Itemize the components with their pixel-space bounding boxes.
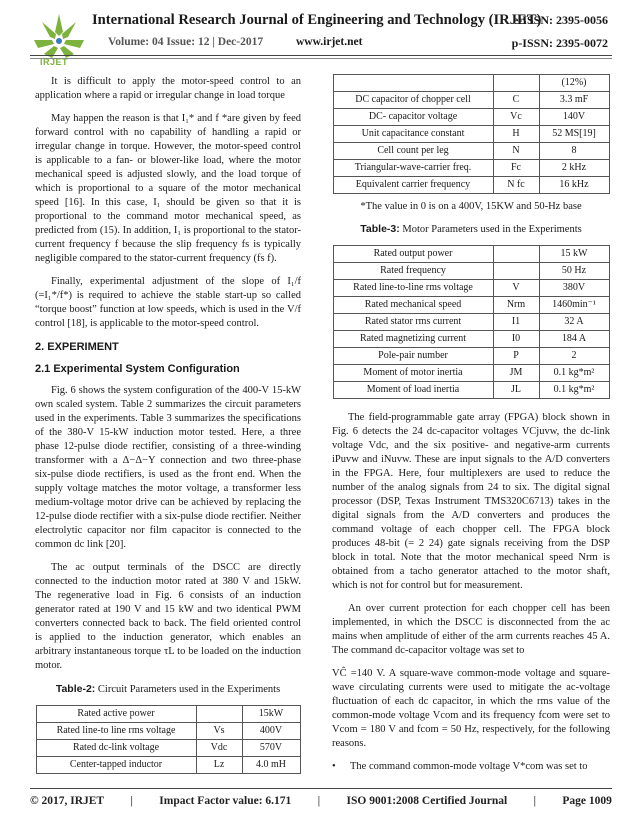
header-divider	[30, 55, 612, 56]
table-row	[333, 382, 609, 399]
table-row	[333, 297, 609, 314]
left-column	[35, 75, 301, 774]
page-number: Page 1009	[562, 795, 612, 807]
table-cell: JM	[493, 365, 539, 382]
paragraph: The field-programmable gate array (FPGA) block shown in Fig. 6 detects the 24 dc-capacitor voltages VCjuvw, the dc-link voltage Vdc, and the six positive- and negative-arm currents iPuvw and iNuvw. These are input signals to the A/D converters in the FPGA. Here, four multiplexers are used to reduce the number of the analog signals from 24 to six. The digital signal processor (DSP, Texas Instrument TMS320C6713) takes in the digital signals from the A/D converters and produces the command voltage of each chopper cell. The FPGA block produces 48-bit (= 2 24) gate signals receiving from the DSP block in total. Note that the motor mechanical speed Nrm is obtained from a tacho generator attached to the motor shaft, which is not for control but for measurement.	[332, 412, 610, 591]
table-row	[333, 280, 609, 297]
table-cell: Vdc	[196, 740, 242, 757]
table-2-label: Table-2:	[55, 683, 96, 695]
table-2-caption	[35, 682, 301, 697]
table-cell: 380V	[539, 280, 609, 297]
table-cell: Triangular-wave-carrier freq.	[333, 160, 493, 177]
table-cell: Rated mechanical speed	[333, 297, 493, 314]
table-row	[36, 757, 300, 774]
table-cell: 52 MS[19]	[539, 126, 609, 143]
table-cell: 140V	[539, 109, 609, 126]
e-issn: e-ISSN: 2395-0056	[513, 13, 608, 27]
journal-title: International Research Journal of Engineering and Technology (IRJET)	[92, 12, 542, 28]
paragraph: An over current protection for each chopper cell has been implemented, in which the DSCC is disconnected from the ac mains when amplitude of either of the arm currents reaches 45 A. The command dc-capacitor voltage was set to	[332, 603, 610, 656]
table-2	[36, 705, 301, 774]
table-cell: Rated dc-link voltage	[36, 740, 196, 757]
page-footer	[30, 795, 612, 807]
table-cell: 400V	[242, 723, 300, 740]
subsection-heading: 2.1 Experimental System Configuration	[35, 363, 240, 375]
table-note: *The value in 0 is on a 400V, 15KW and 50-Hz base	[360, 201, 582, 212]
footer-separator: |	[533, 795, 537, 807]
bullet-marker: •	[332, 761, 336, 772]
table-cell: 184 A	[539, 331, 609, 348]
table-2-continued	[333, 74, 610, 194]
logo-wordmark: IRJET	[40, 57, 69, 67]
table-3-caption	[332, 222, 610, 237]
table-cell: 8	[539, 143, 609, 160]
table-cell: C	[493, 92, 539, 109]
table-cell: Vc	[493, 109, 539, 126]
table-2-caption-text: Circuit Parameters used in the Experiments	[95, 684, 281, 695]
table-row	[36, 740, 300, 757]
table-3	[333, 245, 610, 399]
footer-divider	[30, 788, 612, 789]
table-cell: 0.1 kg*m²	[539, 382, 609, 399]
table-cell: 4.0 mH	[242, 757, 300, 774]
section-heading: 2. EXPERIMENT	[35, 341, 119, 353]
table-row	[333, 92, 609, 109]
table-cell	[333, 75, 493, 92]
table-cell: 3.3 mF	[539, 92, 609, 109]
table-cell: Nrm	[493, 297, 539, 314]
table-cell: (12%)	[539, 75, 609, 92]
table-row	[333, 75, 609, 92]
table-cell: Pole-pair number	[333, 348, 493, 365]
table-cell: Rated active power	[36, 706, 196, 723]
paragraph: It is difficult to apply the motor-speed control to an application where a rapid or irregular change in load torque	[35, 76, 301, 101]
table-cell: 1460min⁻¹	[539, 297, 609, 314]
table-cell: N fc	[493, 177, 539, 194]
table-cell	[493, 75, 539, 92]
paragraph: The ac output terminals of the DSCC are directly connected to the induction motor rated at 380 V and 15kW. The regenerative load in Fig. 6 consists of an induction generator rated at 190 V and 15 kW and two identical PWM converters connected back to back. The field oriented control is applied to the induction generator, which enables an arbitrary instantaneous torque τL to be loaded on the induction motor.	[35, 562, 301, 671]
table-cell: 2	[539, 348, 609, 365]
table-cell: H	[493, 126, 539, 143]
table-row	[333, 348, 609, 365]
table-row	[333, 314, 609, 331]
table-cell: 570V	[242, 740, 300, 757]
table-row	[333, 365, 609, 382]
table-cell	[493, 246, 539, 263]
table-cell: V	[493, 280, 539, 297]
table-cell: 2 kHz	[539, 160, 609, 177]
table-cell: Rated line-to line rms voltage	[36, 723, 196, 740]
page-header	[0, 0, 638, 72]
table-cell: Unit capacitance constant	[333, 126, 493, 143]
table-cell: Cell count per leg	[333, 143, 493, 160]
table-cell: Rated stator rms current	[333, 314, 493, 331]
table-cell: 50 Hz	[539, 263, 609, 280]
table-row	[333, 246, 609, 263]
table-row	[333, 126, 609, 143]
table-cell: 0.1 kg*m²	[539, 365, 609, 382]
table-cell: Moment of load inertia	[333, 382, 493, 399]
table-row	[333, 177, 609, 194]
paragraph: VĈ =140 V. A square-wave common-mode voltage and square-wave circulating currents were used to mitigate the ac-voltage fluctuation of each dc capacitor, in which the rms value of the common-mode voltage Vcom and its frequency fcom were set to Vcom = 180 V and fcom = 50 Hz, respectively, for the following reasons.	[332, 668, 610, 749]
table-cell	[493, 263, 539, 280]
table-cell: I0	[493, 331, 539, 348]
table-cell: DC capacitor of chopper cell	[333, 92, 493, 109]
table-row	[333, 160, 609, 177]
p-issn: p-ISSN: 2395-0072	[511, 36, 608, 50]
table-cell: 15kW	[242, 706, 300, 723]
paragraph: Fig. 6 shows the system configuration of the 400-V 15-kW own scaled system. Table 2 summarizes the circuit parameters used in the experiments. Table 3 summarizes the specifications of the 380-V 15-kW induction motor tested. Here, a three phase 12-pulse diode rectifier, consisting of a three-winding transformer with a Δ−Δ−Y connection and two three-phase six-pulse diode rectifiers, is used as the front end. When the supply voltage matches the motor voltage, a transformer less medium-voltage motor drive can be achieved by replacing the 12-pulse diode rectifier with a six-pulse diode rectifier. Neither electrolytic capacitor nor film capacitor is connected to the common dc link [20].	[35, 385, 301, 550]
table-row	[333, 109, 609, 126]
table-row	[36, 706, 300, 723]
right-column	[332, 74, 610, 774]
table-cell: Lz	[196, 757, 242, 774]
table-cell: N	[493, 143, 539, 160]
header-divider-thin	[30, 58, 612, 59]
table-cell: 15 kW	[539, 246, 609, 263]
bullet-text: The command common-mode voltage V*com was set to	[350, 761, 588, 772]
table-cell: DC- capacitor voltage	[333, 109, 493, 126]
table-cell: Equivalent carrier frequency	[333, 177, 493, 194]
table-row	[333, 331, 609, 348]
paragraph: Finally, experimental adjustment of the slope of I₁/f (=I₁*/f*) is required to achieve the stable start-up so called “torque boost” function at low speeds, which is used in the V/f control [18], is applicable to the motor-speed control.	[35, 276, 301, 329]
table-cell: 32 A	[539, 314, 609, 331]
table-cell: P	[493, 348, 539, 365]
table-cell: Center-tapped inductor	[36, 757, 196, 774]
volume-issue: Volume: 04 Issue: 12 | Dec-2017	[108, 36, 264, 48]
table-cell: Rated magnetizing current	[333, 331, 493, 348]
table-cell: Moment of motor inertia	[333, 365, 493, 382]
table-cell	[196, 706, 242, 723]
table-row	[36, 723, 300, 740]
table-cell: 16 kHz	[539, 177, 609, 194]
footer-separator: |	[317, 795, 321, 807]
table-cell: Rated output power	[333, 246, 493, 263]
table-cell: Fc	[493, 160, 539, 177]
paragraph: May happen the reason is that I₁* and f *are given by feed forward control with no capability of handling a rapid or irregular change in torque. However, the motor-speed control is applicable to a fan- or blower-like load, where the motor mechanical speed is adjusted slowly, and the load torque of which is proportional to a square of the motor mechanical speed [16]. In this case, I₁ should be given so that it is proportional to the command motor mechanical speed, as predicted from (15). In addition, I₁ is proportional to the stator-current frequency f because the slip frequency fs is typically negligible compared to the stator-current frequency (fs f).	[35, 113, 301, 264]
table-cell: JL	[493, 382, 539, 399]
iso-certification: ISO 9001:2008 Certified Journal	[346, 795, 508, 807]
table-cell: Vs	[196, 723, 242, 740]
copyright: © 2017, IRJET	[30, 795, 105, 807]
table-cell: Rated frequency	[333, 263, 493, 280]
table-row	[333, 263, 609, 280]
table-cell: I1	[493, 314, 539, 331]
table-cell: Rated line-to-line rms voltage	[333, 280, 493, 297]
journal-website-link[interactable]: www.irjet.net	[296, 36, 363, 48]
table-3-caption-text: Motor Parameters used in the Experiments	[399, 224, 582, 235]
table-3-label: Table-3:	[360, 223, 400, 235]
table-row	[333, 143, 609, 160]
bullet-item	[332, 760, 610, 774]
footer-separator: |	[130, 795, 133, 807]
impact-factor: Impact Factor value: 6.171	[159, 795, 292, 807]
